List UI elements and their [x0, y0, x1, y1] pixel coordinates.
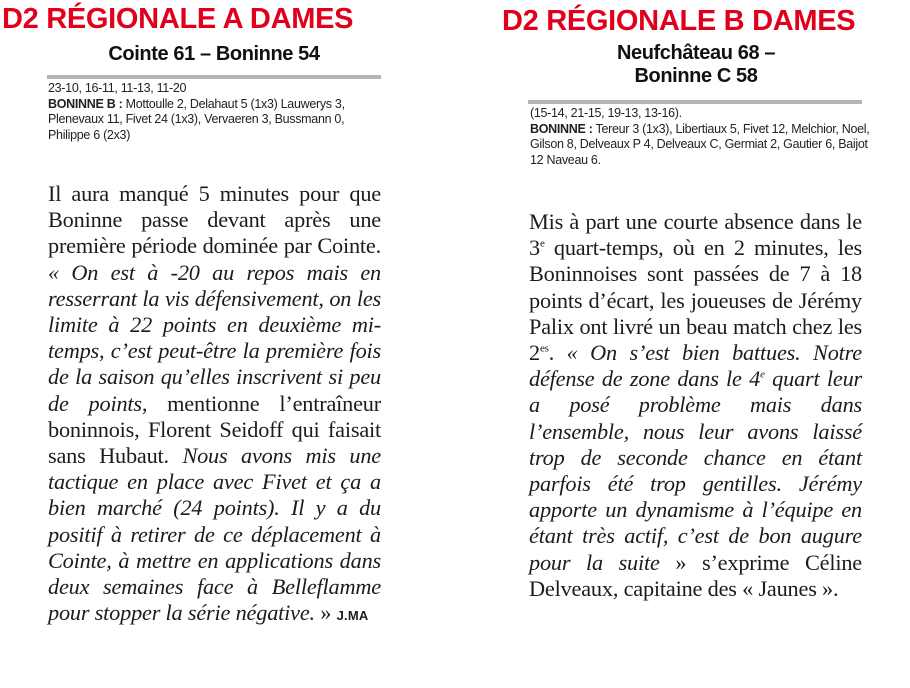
article-text-b1a: Mis à part une courte absence dans le 3: [529, 209, 862, 261]
author-signature: J.MA: [336, 608, 369, 624]
article-quote-b1a: « On s’est bien battues. Notre défense de zone dans le 4: [529, 340, 863, 392]
article-text-b1b: quart-temps, où en 2 minutes, les Boninnoises sont passées de 7 à 18 points d’écart, les joueuses de Jérémy Palix ont livré un beau match chez les 2: [529, 235, 862, 366]
player-list-a: [48, 97, 384, 144]
boxscore-a: [48, 81, 384, 143]
quarter-scores-a: 23-10, 16-11, 11-13, 11-20: [48, 81, 187, 95]
match-score-b: [526, 42, 866, 88]
article-text-b1c: .: [548, 340, 567, 366]
player-list-b: [530, 122, 870, 169]
team-label-a: BONINNE B :: [48, 96, 123, 111]
divider-b: [528, 100, 862, 104]
article-quote-b1b: quart leur a posé problème mais dans l’ensemble, nous leur avons laissé trop de seconde chance en étant parfois été trop gentilles. Jérémy apporte un dynamisme à l’équipe en étant très actif, c’est de bon augure pour la suite: [529, 366, 862, 575]
quarter-scores-b: (15-14, 21-15, 19-13, 13-16).: [530, 106, 682, 120]
article-text-b2: » s’exprime Céline Delveaux, capitaine des « Jaunes ».: [529, 549, 862, 601]
players-a: Mottoulle 2, Delahaut 5 (1x3) Lauwerys 3, Plenevaux 11, Fivet 24 (1x3), Vervaeren 3, Bussmann 0, Philippe 6 (2x3): [48, 96, 345, 142]
boxscore-b: [530, 106, 870, 168]
section-title-b: D2 RÉGIONALE B DAMES: [502, 5, 856, 37]
superscript-b3: e: [760, 368, 765, 381]
article-text-a2: mentionne l’entraîneur boninnois, Florent Seidoff qui faisait sans Hubaut.: [48, 390, 381, 469]
match-score-a: Cointe 61 – Boninne 54: [108, 43, 320, 65]
team-label-b: BONINNE :: [530, 121, 593, 136]
article-body-a: [48, 181, 381, 629]
article-body-b: [529, 209, 862, 602]
players-b: Tereur 3 (1x3), Libertiaux 5, Fivet 12, Melchior, Noel, Gilson 8, Delveaux P 4, Delveaux C, Germiat 2, Gautier 6, Baijot 12 Naveau 6.: [530, 121, 870, 167]
section-title-a: D2 RÉGIONALE A DAMES: [2, 3, 354, 35]
superscript-b2: es: [539, 342, 549, 355]
score-line-1: Neufchâteau 68 –: [616, 42, 776, 64]
superscript-b1: e: [539, 237, 545, 250]
score-line-2: Boninne C 58: [634, 65, 758, 87]
article-text-a1: Il aura manqué 5 minutes pour que Boninne passe devant après une première période dominée par Cointe.: [48, 181, 381, 259]
article-quote-a2: Nous avons mis une tactique en place avec Fivet et ça a bien marché (24 points). Il y a du positif à retirer de ce déplacement à Cointe, à mettre en applications dans deux semaines face à Belleflamme pour stopper la série négative.: [48, 443, 381, 626]
article-quote-a1: « On est à -20 au repos mais en resserrant la vis défensivement, on les limite à 22 points en deuxième mi-temps, c’est peut-être la première fois de la saison qu’elles inscrivent si peu de points,: [48, 259, 381, 416]
article-text-a3: »: [314, 600, 337, 626]
divider-a: [47, 75, 381, 79]
